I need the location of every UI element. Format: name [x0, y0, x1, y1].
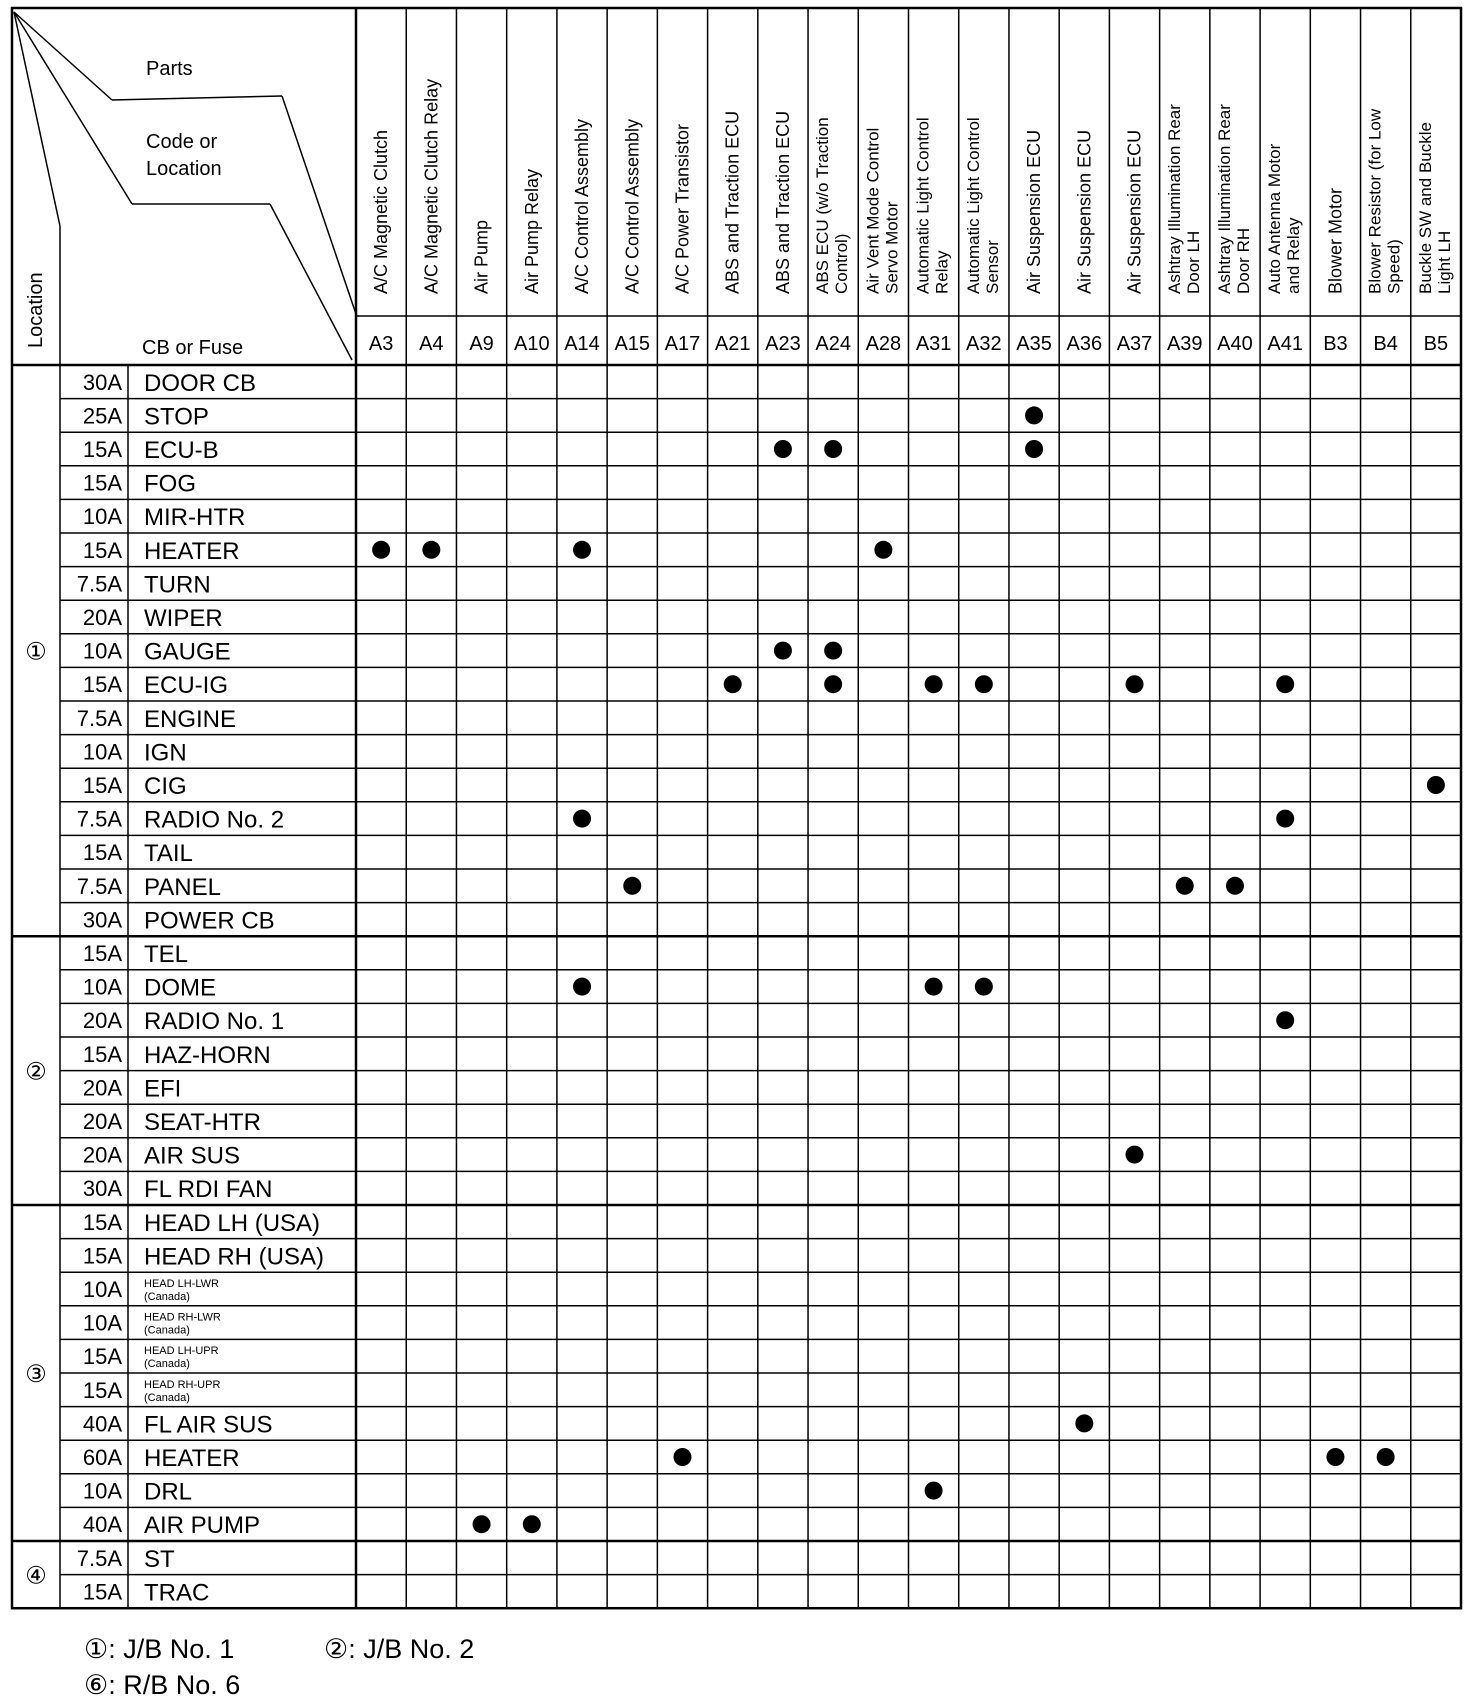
column-code: A39: [1166, 333, 1203, 355]
fuse-name: TURN: [144, 571, 211, 599]
column-code: A17: [664, 333, 701, 355]
column-name: Door LH: [1183, 230, 1203, 294]
connection-dot: [1276, 1011, 1294, 1029]
fuse-amperage: 10A: [82, 974, 122, 1000]
fuse-amperage: 10A: [82, 638, 122, 664]
connection-dot: [824, 642, 842, 660]
connection-dot: [1025, 406, 1043, 424]
column-headers: [369, 79, 1454, 355]
fuse-name-sub: (Canada): [144, 1291, 190, 1303]
fuse-amperage: 40A: [82, 1512, 122, 1538]
code-or-label: Code or: [146, 131, 218, 153]
fuse-amperage: 20A: [82, 1008, 122, 1034]
fuse-name: HEAD LH (USA): [144, 1209, 321, 1237]
fuse-amperage: 15A: [82, 1344, 122, 1370]
fuse-amperage: 10A: [82, 1277, 122, 1302]
fuse-name: EFI: [144, 1075, 182, 1103]
connection-dot: [523, 1515, 541, 1533]
fuse-amperage: 15A: [82, 537, 122, 563]
fuse-name-sub: (Canada): [144, 1391, 190, 1404]
column-code: A41: [1267, 333, 1304, 355]
column-code: A14: [564, 333, 600, 355]
column-code: A31: [915, 333, 952, 355]
fuse-amperage: 15A: [82, 1209, 122, 1235]
fuse-amperage: 10A: [82, 1478, 122, 1504]
connection-dot: [1075, 1414, 1093, 1432]
fuse-name: FL RDI FAN: [144, 1176, 273, 1204]
fuse-name: PANEL: [144, 873, 221, 901]
column-name: Auto Antenna Motor: [1265, 143, 1285, 294]
fuse-amperage: 10A: [82, 1310, 122, 1336]
location-symbol: ①: [25, 638, 47, 666]
fuse-amperage: 15A: [82, 1243, 122, 1269]
fuse-name: DOOR CB: [144, 369, 257, 397]
connection-dot: [975, 978, 993, 996]
connection-dot: [422, 541, 440, 559]
fuse-amperage: 15A: [82, 840, 122, 866]
column-name: A/C Power Transistor: [672, 123, 693, 294]
connection-dot: [1126, 675, 1144, 693]
column-code: B5: [1423, 333, 1449, 355]
fuse-amperage: 15A: [82, 470, 122, 496]
column-name: Blower Resistor (for Low: [1365, 108, 1385, 294]
column-name: Air Suspension ECU: [1024, 129, 1045, 294]
column-code: A15: [614, 333, 651, 355]
connection-dot: [1126, 1146, 1144, 1164]
cb-or-fuse-label: CB or Fuse: [142, 337, 244, 359]
column-name: Air Suspension ECU: [1124, 129, 1145, 294]
fuse-name: WIPER: [144, 605, 223, 632]
fuse-amperage: 15A: [82, 437, 122, 462]
legend-jb2: ②: J/B No. 2: [324, 1634, 475, 1664]
fuse-name: CIG: [144, 773, 187, 800]
fuse-amperage: 20A: [82, 605, 122, 630]
column-name: Speed): [1384, 239, 1404, 294]
fuse-amperage: 7.5A: [76, 873, 122, 899]
location-label-header: Location: [146, 158, 222, 180]
column-name: A/C Control Assembly: [622, 118, 643, 294]
connection-dot: [824, 440, 842, 458]
fuse-name: HEAD RH (USA): [144, 1243, 325, 1271]
diagonal-line: [14, 12, 112, 100]
column-name: Automatic Light Control: [963, 117, 983, 294]
fuse-name: DRL: [144, 1478, 193, 1506]
location-column-label: Location: [25, 272, 47, 348]
column-name: A/C Control Assembly: [572, 118, 593, 294]
connection-dot: [975, 675, 993, 693]
fuse-name: AIR SUS: [144, 1142, 241, 1170]
connection-dot: [774, 440, 792, 458]
diagonal-line: [14, 12, 60, 226]
column-name: ABS and Traction ECU: [722, 110, 743, 294]
diagonal-line: [270, 204, 352, 360]
column-code: A23: [765, 333, 801, 355]
fuse-amperage: 7.5A: [76, 1545, 122, 1571]
column-name: Sensor: [982, 240, 1002, 294]
column-name: A/C Magnetic Clutch Relay: [421, 78, 442, 294]
column-code: A24: [815, 333, 851, 355]
column-name: Ashtray Illumination Rear: [1164, 104, 1184, 294]
fuse-name-sub: (Canada): [144, 1358, 190, 1371]
column-name: Light LH: [1434, 230, 1454, 294]
fuse-amperage: 7.5A: [76, 571, 122, 597]
fuse-amperage: 25A: [82, 403, 122, 429]
fuse-name: TRAC: [144, 1579, 210, 1607]
fuse-name: HEAD LH-UPR: [144, 1345, 219, 1358]
connection-dot: [1326, 1448, 1344, 1466]
connection-dot: [573, 978, 591, 996]
column-name: Relay: [932, 250, 952, 294]
diagonal-line: [14, 12, 132, 204]
connection-dot: [372, 541, 390, 559]
connection-dot: [623, 877, 641, 895]
connection-dot: [1226, 877, 1244, 895]
column-name: ABS and Traction ECU: [772, 110, 793, 294]
column-name: Automatic Light Control: [913, 117, 933, 294]
fuse-name: FOG: [144, 470, 196, 498]
fuse-amperage: 15A: [82, 1579, 122, 1605]
fuse-name: STOP: [144, 403, 209, 431]
fuse-amperage: 20A: [82, 1075, 122, 1101]
fuse-name: IGN: [144, 739, 187, 767]
column-name: Air Pump: [471, 219, 492, 294]
fuse-amperage: 10A: [82, 504, 122, 530]
fuse-name: DOME: [144, 974, 216, 1002]
connection-dot: [573, 810, 591, 828]
column-name: ABS ECU (w/o Traction: [813, 117, 833, 294]
table-rows: [25, 370, 324, 1607]
connection-dot: [874, 541, 892, 559]
column-code: A40: [1217, 333, 1253, 355]
connection-dot: [824, 675, 842, 693]
fuse-name: GAUGE: [144, 638, 231, 666]
connection-dot: [1025, 440, 1043, 458]
column-code: B3: [1323, 333, 1348, 355]
fuse-name: HEAD RH-UPR: [144, 1378, 221, 1391]
fuse-amperage: 10A: [82, 739, 122, 765]
fuse-name: ECU-IG: [144, 672, 228, 700]
connection-dot: [1427, 776, 1445, 794]
fuse-name: HEATER: [144, 1445, 240, 1472]
connection-dot: [1276, 810, 1294, 828]
column-code: A37: [1116, 333, 1153, 355]
connection-dot: [925, 978, 943, 996]
fuse-name: HAZ-HORN: [144, 1041, 271, 1069]
column-name: Air Suspension ECU: [1074, 129, 1095, 294]
location-symbol: ④: [25, 1562, 47, 1590]
fuse-name: POWER CB: [144, 907, 275, 935]
fuse-amperage: 15A: [82, 941, 122, 966]
column-code: A4: [419, 333, 444, 355]
connection-dot: [1377, 1448, 1395, 1466]
column-code: A21: [714, 333, 751, 355]
connection-dot: [724, 675, 742, 693]
column-name: Ashtray Illumination Rear: [1214, 104, 1234, 294]
column-name: and Relay: [1284, 217, 1304, 294]
fuse-amperage: 60A: [82, 1445, 122, 1470]
table-header: [25, 58, 243, 359]
column-code: A3: [368, 333, 394, 355]
fuse-name: SEAT-HTR: [144, 1109, 261, 1136]
fuse-name: TAIL: [144, 840, 193, 868]
connection-dot: [473, 1515, 491, 1533]
legend-rb6: ⑥: R/B No. 6: [84, 1670, 241, 1700]
column-code: A9: [469, 333, 494, 355]
column-code: A28: [865, 333, 902, 355]
column-code: A35: [1016, 333, 1052, 355]
column-name: Air Pump Relay: [521, 168, 542, 294]
fuse-amperage: 15A: [82, 1377, 122, 1403]
fuse-amperage: 7.5A: [76, 806, 122, 832]
connection-dot: [1276, 675, 1294, 693]
column-code: B4: [1373, 333, 1398, 355]
connection-dot: [673, 1448, 691, 1466]
fuse-amperage: 15A: [82, 1041, 122, 1067]
column-code: A32: [966, 333, 1002, 355]
connection-dot: [1176, 877, 1194, 895]
fuse-name: HEATER: [144, 537, 240, 565]
fuse-name: HEAD LH-LWR: [144, 1278, 219, 1290]
fuse-name: HEAD RH-LWR: [144, 1311, 221, 1324]
fuse-name: ST: [144, 1545, 175, 1573]
diagonal-line: [282, 96, 356, 314]
diagonal-line: [112, 96, 282, 100]
fuse-name: AIR PUMP: [144, 1512, 261, 1540]
fuse-name: ENGINE: [144, 705, 237, 733]
fuse-amperage: 20A: [82, 1109, 122, 1134]
connection-dot: [925, 1482, 943, 1500]
column-name: Door RH: [1233, 227, 1253, 294]
fuse-name: FL AIR SUS: [144, 1411, 273, 1439]
fuse-name: TEL: [144, 941, 189, 968]
fuse-amperage: 15A: [82, 773, 122, 798]
column-code: A36: [1066, 333, 1103, 355]
fuse-amperage: 40A: [82, 1411, 122, 1437]
connection-dot: [774, 642, 792, 660]
fuse-name-sub: (Canada): [144, 1324, 190, 1337]
fuse-amperage: 7.5A: [76, 705, 122, 731]
fuse-name: RADIO No. 2: [144, 806, 285, 834]
fuse-amperage: 30A: [82, 907, 122, 933]
column-name: Control): [832, 233, 852, 294]
legend-jb1: ①: J/B No. 1: [84, 1634, 235, 1664]
fuse-name: RADIO No. 1: [144, 1008, 285, 1036]
fuse-name: ECU-B: [144, 437, 219, 464]
fuse-amperage: 15A: [82, 672, 122, 698]
column-name: Blower Motor: [1325, 187, 1346, 294]
fuse-amperage: 30A: [82, 1176, 122, 1202]
fuse-amperage: 30A: [82, 369, 122, 395]
parts-label: Parts: [146, 58, 193, 80]
column-name: Air Vent Mode Control: [863, 127, 883, 294]
fuse-name: MIR-HTR: [144, 504, 246, 532]
footer-legend: [84, 1634, 684, 1700]
location-symbol: ③: [25, 1361, 47, 1388]
fuse-amperage: 20A: [82, 1142, 122, 1168]
location-symbol: ②: [25, 1058, 47, 1086]
column-name: A/C Magnetic Clutch: [371, 129, 392, 294]
column-name: Servo Motor: [882, 201, 902, 294]
connection-dot: [573, 541, 591, 559]
column-code: A10: [513, 333, 550, 355]
connection-dot: [925, 675, 943, 693]
column-name: Buckle SW and Buckle: [1415, 122, 1435, 294]
